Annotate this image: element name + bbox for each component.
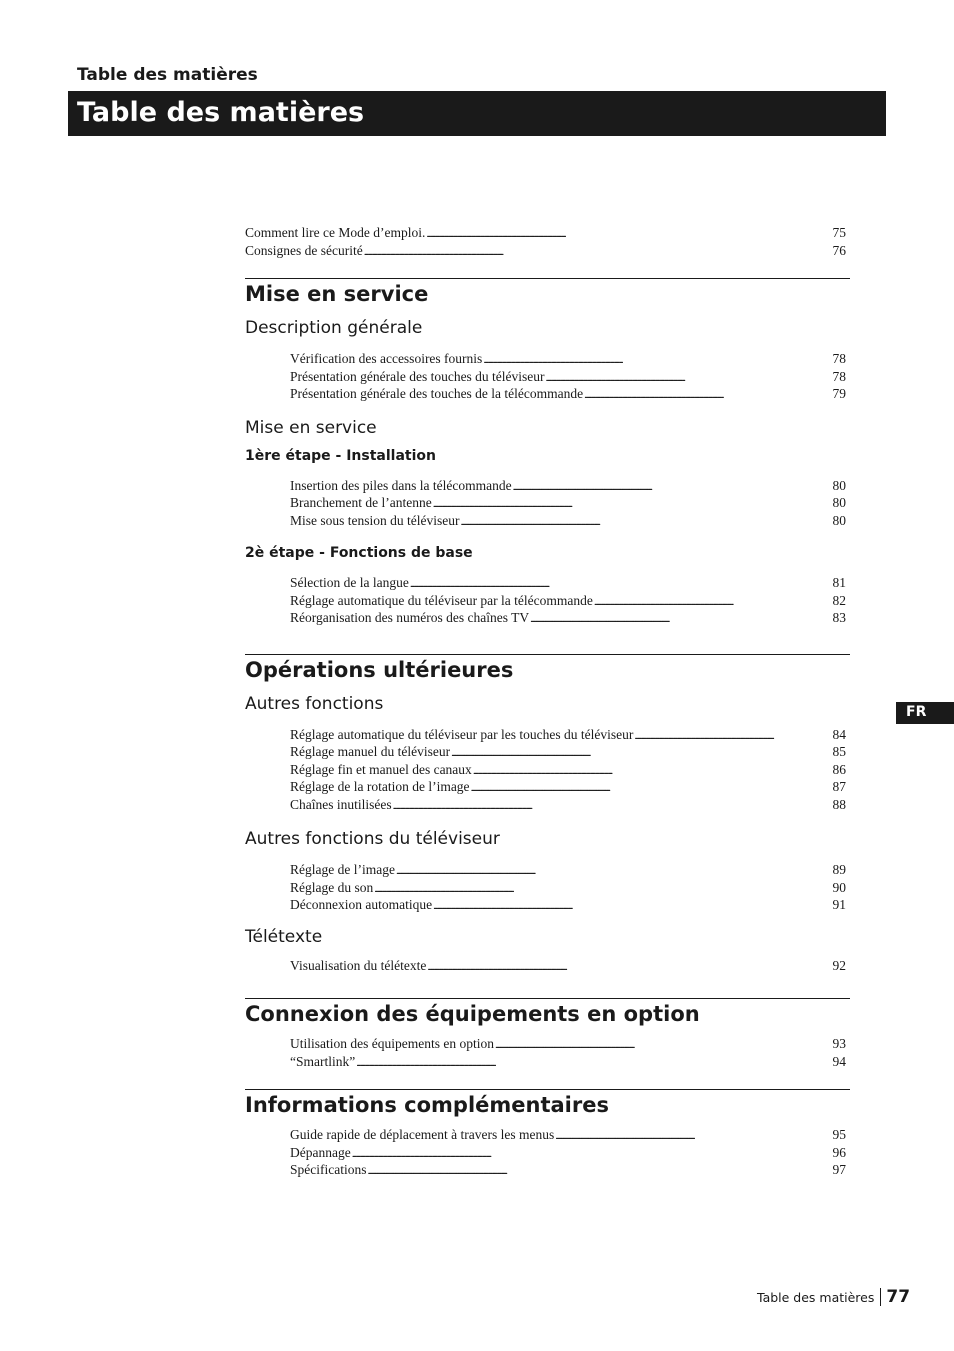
toc-entry-label: Réglage manuel du téléviseur [290, 744, 451, 759]
toc-entry-page: 83 [832, 610, 846, 625]
toc-entry[interactable] [245, 879, 850, 897]
toc-entry-page: 80 [832, 495, 846, 510]
toc-entry-page: 86 [832, 761, 846, 777]
toc-entry-label: Réorganisation des numéros des chaînes TV [290, 610, 530, 625]
toc-entry[interactable] [245, 477, 850, 495]
toc-entry[interactable] [245, 743, 850, 761]
toc-entry[interactable] [245, 1126, 850, 1144]
toc-entry[interactable] [245, 385, 850, 403]
toc-entry[interactable] [245, 242, 850, 260]
section-connexion [245, 998, 850, 1070]
dot-leader [584, 385, 831, 405]
toc-entry-page: 75 [832, 225, 846, 240]
intro-list [245, 224, 850, 259]
toc-entry[interactable] [245, 1035, 850, 1053]
toc-entry-label: Réglage automatique du téléviseur par les touches du téléviseur [290, 726, 634, 742]
toc-entry-page: 82 [832, 592, 846, 608]
toc-entry-label: “Smartlink” [290, 1053, 356, 1069]
toc-entry-label: Déconnexion automatique [290, 897, 433, 912]
toc-entry-label: Sélection de la langue [290, 575, 409, 590]
toc-entry[interactable] [245, 957, 850, 975]
toc-entry-label: Spécifications [290, 1162, 367, 1177]
toc-entry-page: 92 [832, 957, 846, 973]
dot-leader [427, 957, 831, 977]
toc-entry[interactable] [245, 494, 850, 512]
toc-entry[interactable] [245, 1161, 850, 1179]
toc-entry-page: 85 [832, 744, 846, 759]
toc-entry-label: Guide rapide de déplacement à travers les menus [290, 1127, 555, 1142]
toc-entry[interactable] [245, 592, 850, 610]
page-title: Table des matières [77, 97, 365, 128]
toc-entry-page: 80 [832, 512, 846, 528]
language-tab-label: FR [906, 704, 927, 720]
subsection-title: Mise en service [245, 417, 377, 438]
toc-entry-label: Utilisation des équipements en option [290, 1036, 494, 1051]
dot-leader [364, 242, 832, 262]
section-operations-ulterieures [245, 654, 850, 975]
section-mise-en-service [245, 278, 850, 627]
toc-entry[interactable] [245, 574, 850, 592]
toc-entry-page: 94 [832, 1053, 846, 1069]
page-footer [757, 1287, 910, 1307]
dot-leader [356, 1053, 831, 1073]
toc-entry-page: 78 [832, 368, 846, 384]
running-head: Table des matières [77, 65, 258, 85]
step-title: 1ère étape - Installation [245, 447, 436, 464]
dot-leader [367, 1161, 831, 1181]
toc-entry-page: 84 [832, 726, 846, 742]
toc-entry-label: Réglage du son [290, 879, 374, 895]
toc-entry-label: Visualisation du télétexte [290, 957, 427, 973]
dot-leader [393, 796, 832, 816]
language-tab [896, 702, 954, 724]
section-title: Opérations ultérieures [245, 657, 514, 682]
toc-entry-page: 93 [832, 1036, 846, 1051]
footer-label: Table des matières [757, 1290, 875, 1305]
toc-entry-page: 80 [832, 477, 846, 493]
toc-entry-label: Mise sous tension du téléviseur [290, 512, 460, 528]
toc-entry-page: 89 [832, 862, 846, 877]
toc-entry[interactable] [245, 1053, 850, 1071]
toc-entry[interactable] [245, 726, 850, 744]
section-informations [245, 1089, 850, 1179]
toc-entry-label: Comment lire ce Mode d’emploi. [245, 225, 426, 240]
toc-entry[interactable] [245, 224, 850, 242]
toc-entry-label: Présentation générale des touches de la télécommande [290, 386, 584, 401]
toc-entry[interactable] [245, 896, 850, 914]
subsection-title: Télétexte [245, 926, 323, 947]
subsection-title: Autres fonctions du téléviseur [245, 829, 500, 849]
title-bar [68, 91, 886, 136]
section-title: Informations complémentaires [245, 1093, 609, 1117]
toc-entry[interactable] [245, 512, 850, 530]
toc-entry-page: 88 [832, 796, 846, 812]
toc-entry-label: Présentation générale des touches du téléviseur [290, 368, 545, 384]
toc-entry-label: Réglage fin et manuel des canaux [290, 761, 472, 777]
toc-entry[interactable] [245, 350, 850, 368]
toc-entry-page: 78 [832, 351, 846, 366]
step-title: 2è étape - Fonctions de base [245, 545, 473, 561]
toc-entry-label: Branchement de l’antenne [290, 495, 432, 510]
footer-divider [880, 1288, 881, 1306]
subsection-title: Description générale [245, 318, 423, 338]
toc-entry[interactable] [245, 778, 850, 796]
toc-entry-page: 79 [832, 386, 846, 401]
toc-entry-label: Chaînes inutilisées [290, 796, 392, 812]
toc-entry-page: 90 [832, 879, 846, 895]
toc-entry-page: 87 [832, 779, 846, 794]
toc-entry-page: 95 [832, 1127, 846, 1142]
dot-leader [433, 896, 831, 916]
section-title: Mise en service [245, 282, 429, 306]
table-of-contents [245, 224, 850, 1179]
toc-entry[interactable] [245, 861, 850, 879]
toc-entry-page: 76 [832, 242, 846, 258]
subsection-title: Autres fonctions [245, 693, 384, 714]
toc-entry[interactable] [245, 761, 850, 779]
section-title: Connexion des équipements en option [245, 1002, 700, 1026]
toc-entry[interactable] [245, 609, 850, 627]
toc-entry[interactable] [245, 368, 850, 386]
dot-leader [460, 512, 831, 532]
toc-entry-label: Consignes de sécurité [245, 242, 363, 258]
toc-entry-label: Réglage automatique du téléviseur par la télécommande [290, 592, 593, 608]
dot-leader [530, 609, 831, 629]
toc-entry-label: Dépannage [290, 1144, 351, 1160]
toc-entry-page: 96 [832, 1144, 846, 1160]
toc-entry[interactable] [245, 796, 850, 814]
toc-entry-label: Vérification des accessoires fournis [290, 351, 483, 366]
toc-entry-page: 91 [832, 897, 846, 912]
toc-entry-label: Réglage de l’image [290, 862, 395, 877]
toc-entry-page: 81 [832, 575, 846, 590]
toc-entry-label: Insertion des piles dans la télécommande [290, 477, 512, 493]
page-number: 77 [886, 1287, 911, 1307]
toc-entry-label: Réglage de la rotation de l’image [290, 779, 470, 794]
toc-entry-page: 97 [832, 1162, 846, 1177]
toc-entry[interactable] [245, 1144, 850, 1162]
